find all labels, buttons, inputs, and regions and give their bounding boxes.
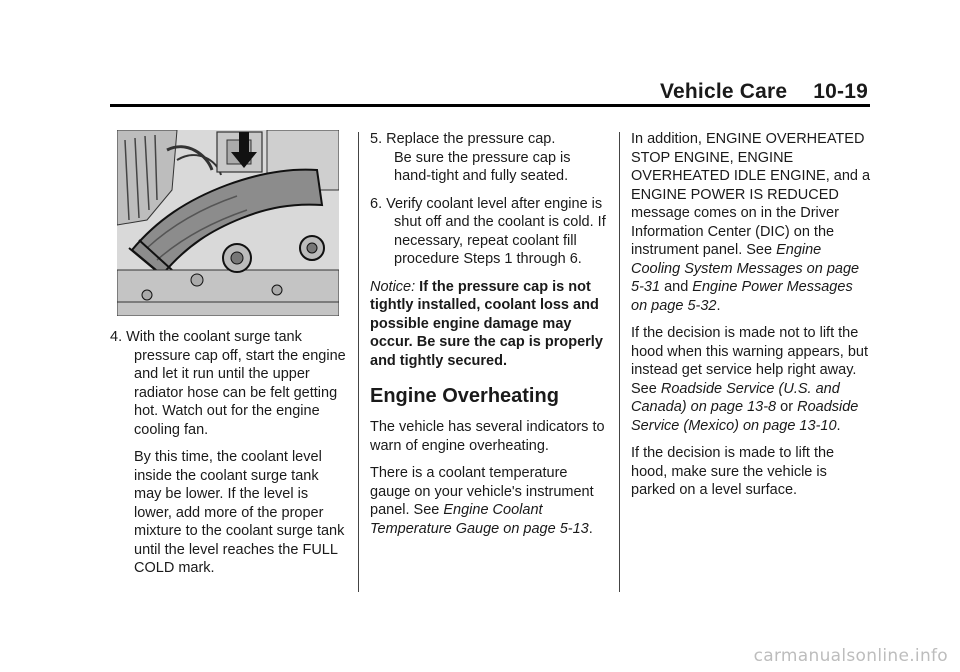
- notice-label: Notice:: [370, 278, 416, 295]
- cross-reference-link[interactable]: Engine Coolant Temperature Gauge on page 5-13: [370, 502, 589, 537]
- step-4-detail: By this time, the coolant level inside the coolant surge tank may be lower. If the level is lower, add more of the proper mixture to the coolant surge tank until the level reaches the FULL COLD mark.: [134, 449, 345, 576]
- cross-reference-link[interactable]: Roadside Service (Mexico) on page 13-10: [631, 399, 859, 434]
- page-header: [660, 80, 868, 104]
- header-rule: [110, 104, 870, 107]
- column-1: [110, 130, 346, 587]
- notice-text: If the pressure cap is not tightly installed, coolant loss and possible engine damage may occur. Be sure the cap is properly and tightly secured.: [370, 278, 603, 369]
- cross-reference-link[interactable]: Engine Power Messages on page 5-32: [631, 279, 853, 314]
- column-divider: [619, 132, 620, 592]
- paragraph: There is a coolant temperature gauge on your vehicle's instrument panel. See Engine Coolant Temperature Gauge on page 5-13.: [370, 465, 594, 537]
- step-5-detail: Be sure the pressure cap is hand-tight and fully seated.: [394, 149, 571, 184]
- step-4: 4. With the coolant surge tank pressure cap off, start the engine and let it run until the upper radiator hose can be felt getting hot. Watch out for the engine cooling fan.: [110, 329, 346, 438]
- page-number: 10-19: [813, 80, 868, 103]
- column-divider: [358, 132, 359, 592]
- step-6: 6. Verify coolant level after engine is shut off and the coolant is cold. If necessary, repeat coolant fill procedure Steps 1 through 6.: [370, 195, 606, 267]
- cross-reference-link[interactable]: Engine Cooling System Messages on page 5-31: [631, 242, 860, 295]
- paragraph: If the decision is made not to lift the hood when this warning appears, but instead get service help right away. See Roadside Service (U.S. and Canada) on page 13-8 or Roadside Service (Mexico) on page 13-10.: [631, 325, 868, 434]
- paragraph: If the decision is made to lift the hood, make sure the vehicle is parked on a level surface.: [631, 445, 835, 498]
- paragraph: In addition, ENGINE OVERHEATED STOP ENGINE, ENGINE OVERHEATED IDLE ENGINE, and a ENGINE POWER IS REDUCED message comes on in the Driver Information Center (DIC) on the instrument panel. See Engine Cooling System Messages on page 5-31 and Engine Power Messages on page 5-32.: [631, 131, 871, 314]
- notice: [370, 278, 610, 371]
- engine-radiator-hose-illustration: [117, 130, 339, 316]
- column-2: [370, 130, 610, 547]
- paragraph: The vehicle has several indicators to warn of engine overheating.: [370, 419, 605, 454]
- section-title: Vehicle Care: [659, 80, 788, 103]
- column-3: [631, 130, 871, 509]
- cross-reference-link[interactable]: Roadside Service (U.S. and Canada) on page 13-8: [631, 380, 840, 415]
- watermark: carmanualsonline.info: [753, 646, 948, 666]
- step-5: 5. Replace the pressure cap.: [370, 131, 556, 147]
- section-heading: Engine Overheating: [370, 385, 559, 407]
